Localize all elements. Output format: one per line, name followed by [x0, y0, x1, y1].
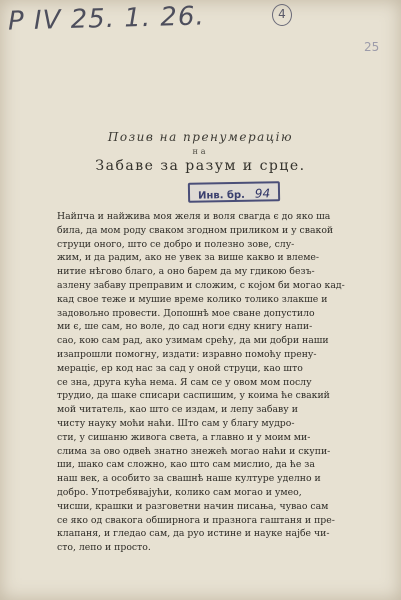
body-line: нитие нѣгово благо, а оно барем да му гдикою безъ-: [57, 266, 315, 278]
handwritten-shelfmark: P IV 25. 1. 26.: [7, 1, 206, 37]
body-line: сто, лепо и просто.: [57, 542, 151, 554]
body-line: била, да мом роду сваком згодном приликом и у свакой: [57, 224, 334, 236]
body-line: чисту науку моћи наћи. Што сам у благу мудро-: [57, 417, 295, 429]
heading-line-1: Позив на пренумерацію: [107, 130, 294, 144]
body-line: сти, у сишаню живога света, а главно и у моим ми-: [57, 431, 311, 443]
body-line: кад свое теже и мушие време колико толико злакше и: [57, 293, 328, 305]
body-line: клапаня, и гледао сам, да руо истине и науке најбе чи-: [57, 528, 330, 540]
body-line: се яко од свакога обширнога и празнога гаштаня и пре-: [57, 514, 335, 526]
body-line: мераціє, ер код нас за сад у оной струци, као што: [57, 362, 303, 374]
body-line: трудио, да шаке списари саспишим, у коима ће свакий: [57, 390, 330, 402]
heading-line-3: Забаве за разум и срце.: [95, 158, 306, 174]
body-line: слима за ово одвећ знатно знежећ могао наћи и скупи-: [57, 445, 331, 457]
corner-page-number: 25: [364, 40, 380, 54]
body-line: жим, и да радим, ако не увек за више какво и влеме-: [57, 252, 320, 264]
body-line: ми є, ше сам, но воле, до сад ноги єдну книгу напи-: [57, 321, 313, 333]
body-line: азлену забаву преправим и сложим, с којом би могао кад-: [57, 279, 345, 291]
body-line: се зна, друга кућа нема. Я сам се у овом мом послу: [57, 376, 312, 388]
body-line: задовољно провести. Допошнѣ мое сване допустило: [57, 307, 315, 319]
circled-page-number: 4: [272, 4, 292, 26]
body-line: изапрошли помогну, издати: изравно помоћу прену-: [57, 348, 317, 360]
body-line: ши, шако сам сложно, као што сам мислио, да ће за: [57, 459, 315, 471]
body-line: сао, кою сам рад, ако узимам срећу, да ми добри наши: [57, 335, 329, 347]
body-line: струци оного, што се добро и полезно зове, слу-: [57, 238, 295, 250]
body-text: [57, 210, 357, 555]
body-line: наш век, а особито за свашнѣ наше културе уделно и: [57, 473, 321, 485]
heading-line-2: на: [192, 147, 209, 156]
stamp-number: 94: [254, 186, 271, 201]
body-line: Найпча и найжива моя желя и воля свагда є до яко ша: [57, 211, 331, 222]
stamp-label: Инв. бр.: [197, 189, 245, 202]
body-line: чисши, крашки и разговетни начин писања, чувао сам: [57, 500, 329, 512]
body-line: мой читатель, као што се издам, и лепу забаву и: [57, 404, 298, 416]
body-line: добро. Употребявајући, колико сам могао и умео,: [57, 486, 302, 498]
inventory-stamp: [188, 181, 280, 203]
